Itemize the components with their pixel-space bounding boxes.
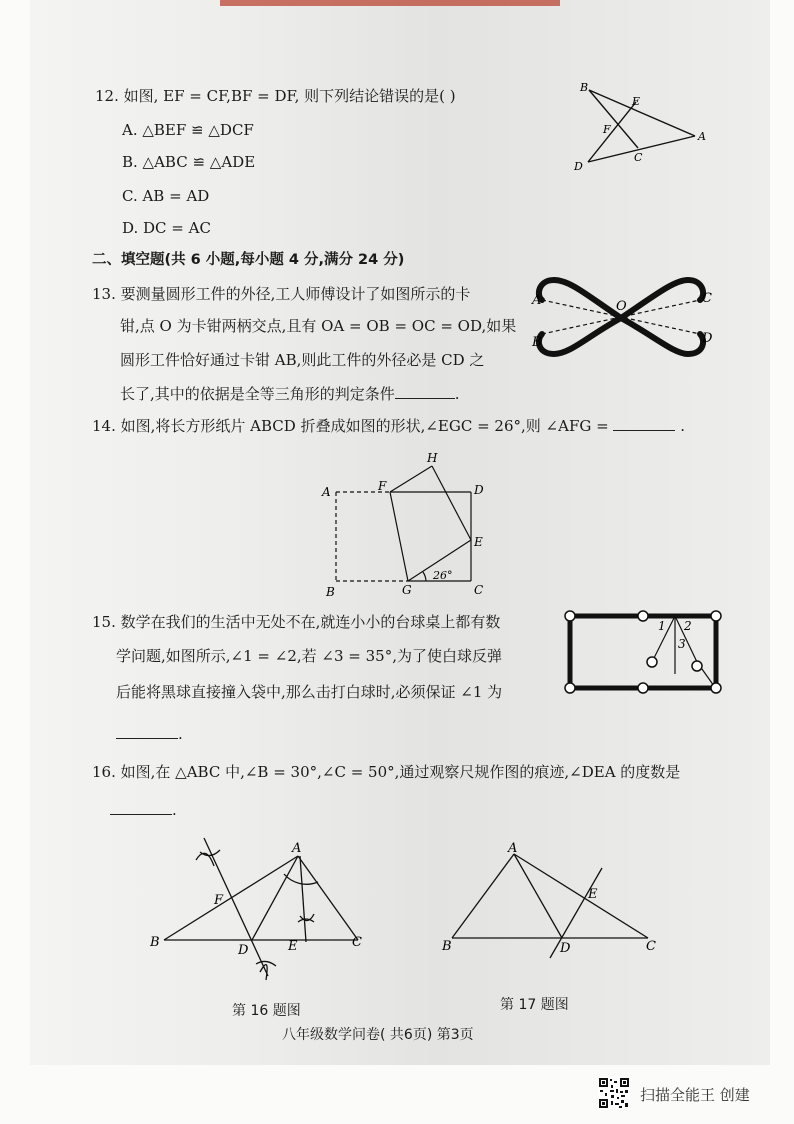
fig17-edge-ad [514, 854, 562, 938]
q14-label-a: A [322, 485, 331, 499]
fig17-caption: 第 17 题图 [500, 997, 569, 1013]
fig16-label-a: A [292, 841, 302, 856]
caliper-arm-d [621, 318, 703, 354]
pocket-top-left [565, 611, 575, 621]
q12-edge-bc [589, 90, 641, 148]
q12-option-a: A. △BEF ≌ △DCF [122, 121, 254, 139]
edge-he [432, 466, 471, 540]
top-edge-mark [220, 0, 560, 6]
q13-label-c: C [702, 291, 712, 306]
fig16-edge-ac [298, 856, 358, 940]
q15-line2: 学问题,如图所示,∠1 = ∠2,若 ∠3 = 35°,为了使白球反弹 [116, 647, 502, 665]
table-border [570, 616, 716, 688]
angle-arc-egc [423, 572, 426, 581]
q15-billiard-figure [562, 608, 726, 696]
q14-label-d: D [474, 483, 484, 497]
fig16-edge-ba [164, 856, 298, 940]
white-ball [647, 657, 657, 667]
section2-title: 二、填空题(共 6 小题,每小题 4 分,满分 24 分) [92, 252, 405, 268]
fig17-label-c: C [646, 939, 656, 954]
fig17-label-b: B [442, 939, 452, 954]
fig16-label-d: D [238, 943, 249, 958]
fig16-label-c: C [352, 935, 362, 950]
pocket-bottom-left [565, 683, 575, 693]
page-footer: 八年级数学问卷( 共6页) 第3页 [282, 1027, 474, 1043]
q16-answer-blank[interactable] [110, 800, 172, 815]
q12-option-b: B. △ABC ≌ △ADE [122, 153, 256, 171]
edge-fh [390, 466, 432, 492]
fig17-label-d: D [560, 941, 571, 956]
q13-label-b: B [532, 335, 542, 350]
q13-line2: 钳,点 O 为卡钳两柄交点,且有 OA = OB = OC = OD,如果 [120, 317, 517, 335]
q14-label-c: C [474, 583, 484, 597]
q12-label-a: A [698, 130, 706, 143]
fold-fg [390, 492, 408, 581]
pocket-top-right [711, 611, 721, 621]
fig16-caption: 第 16 题图 [232, 1003, 301, 1019]
q14-label-b: B [326, 585, 335, 599]
fig17-label-e: E [588, 887, 598, 902]
q16-stem: 16. 如图,在 △ABC 中,∠B = 30°,∠C = 50°,通过观察尺规作图的痕迹,∠DEA 的度数是 [92, 763, 681, 781]
q14-label-f: F [378, 479, 387, 493]
q15-angle-2: 2 [684, 619, 692, 633]
q13-label-o: O [616, 299, 627, 314]
q14-end: . [680, 417, 686, 435]
q13-label-a: A [532, 293, 542, 308]
caliper-arm-a [539, 280, 621, 318]
q12-edge-de [588, 102, 636, 162]
q13-line4-text: 长了,其中的依据是全等三角形的判定条件 [120, 385, 395, 403]
fig17-label-a: A [508, 841, 518, 856]
q12-label-b: B [580, 81, 589, 94]
q13-line1: 13. 要测量圆形工件的外径,工人师傅设计了如图所示的卡 [92, 285, 471, 303]
caliper-arm-c [621, 280, 703, 318]
fig16 [140, 830, 380, 985]
q14-line [92, 416, 685, 436]
black-ball [692, 661, 702, 671]
q12-option-c: C. AB = AD [122, 187, 210, 205]
q13-end: . [454, 385, 460, 403]
fig16-label-f: F [214, 893, 224, 908]
q12-label-c: C [634, 151, 643, 164]
q14-figure [320, 448, 500, 598]
fig17 [440, 840, 670, 960]
q12-label-f: F [603, 123, 611, 136]
qr-code-icon [598, 1077, 630, 1109]
scanner-watermark: 扫描全能王 创建 [640, 1086, 750, 1104]
q14-label-g: G [402, 583, 412, 597]
q15-end: . [178, 725, 183, 743]
q13-answer-blank[interactable] [395, 384, 455, 399]
caliper-arm-b [539, 318, 621, 354]
q14-stem: 14. 如图,将长方形纸片 ABCD 折叠成如图的形状,∠EGC = 26°,则 ∠AFG = [92, 417, 609, 435]
q13-line3: 圆形工件恰好通过卡钳 AB,则此工件的外径必是 CD 之 [120, 351, 485, 369]
pocket-bottom-right [711, 683, 721, 693]
q14-label-h: H [427, 451, 438, 465]
q15-answer-line [116, 724, 183, 744]
q14-label-e: E [474, 535, 483, 549]
fig17-edge-ac [514, 854, 648, 938]
fig16-label-b: B [150, 935, 160, 950]
q12-stem: 12. 如图, EF = CF,BF = DF, 则下列结论错误的是( ) [95, 87, 456, 105]
q13-caliper-figure [528, 272, 728, 368]
fig16-edge-ad [252, 856, 298, 940]
q12-option-d: D. DC = AC [122, 219, 211, 237]
fig17-edge-ba [452, 854, 514, 938]
pocket-bottom-middle [638, 683, 648, 693]
q12-figure [560, 78, 720, 178]
fig16-bisector-ae [300, 856, 306, 942]
q13-label-d: D [702, 331, 713, 346]
q13-line4 [120, 384, 460, 404]
fig16-label-e: E [288, 939, 298, 954]
q16-end: . [172, 801, 177, 819]
q15-line1: 15. 数学在我们的生活中无处不在,就连小小的台球桌上都有数 [92, 613, 501, 631]
q16-answer-line [110, 800, 177, 820]
q14-angle-label: 26° [433, 569, 453, 582]
q15-line3: 后能将黑球直接撞入袋中,那么击打白球时,必须保证 ∠1 为 [116, 683, 503, 701]
pocket-top-middle [638, 611, 648, 621]
q14-answer-blank[interactable] [613, 416, 675, 431]
q15-answer-blank[interactable] [116, 724, 178, 739]
q12-label-e: E [632, 95, 641, 108]
q15-angle-3: 3 [678, 637, 686, 651]
q12-label-d: D [574, 160, 583, 173]
q15-angle-1: 1 [658, 619, 666, 633]
